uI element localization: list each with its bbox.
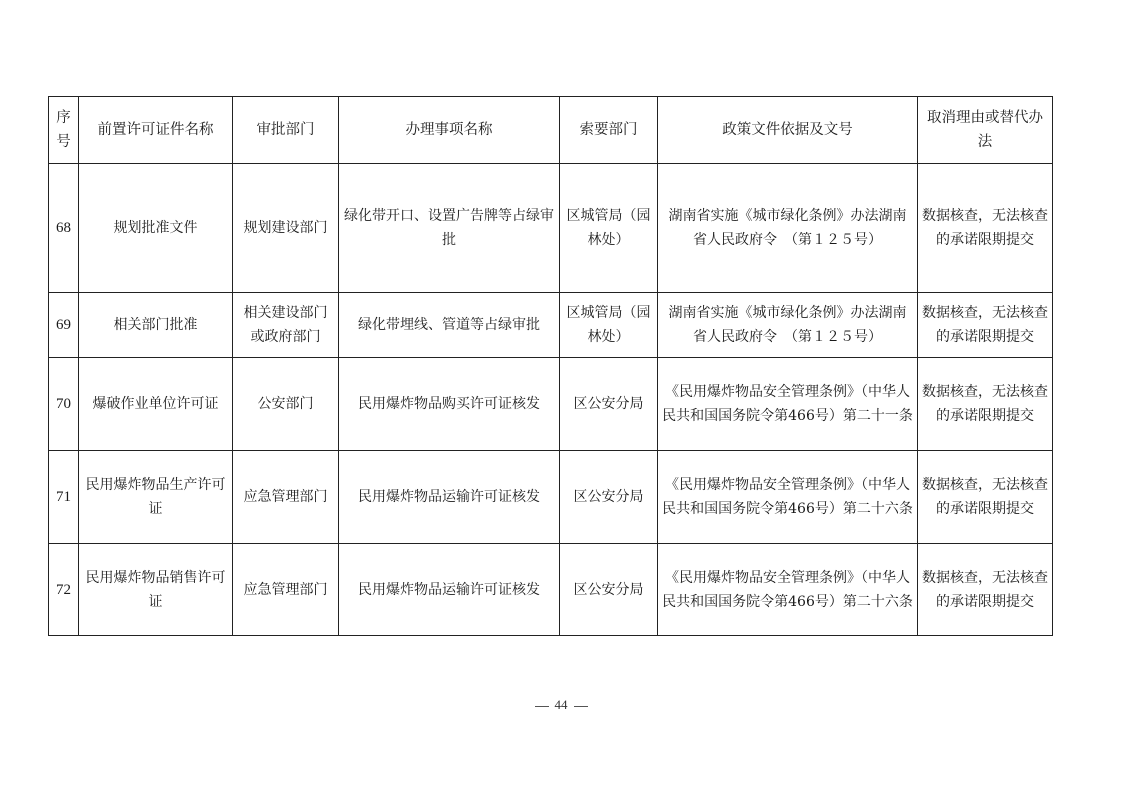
table-row — [49, 544, 1053, 636]
page-footer — [0, 697, 1122, 713]
approval-department: 相关建设部门或政府部门 — [233, 293, 339, 358]
policy-basis: 《民用爆炸物品安全管理条例》（中华人民共和国国务院令第466号）第二十六条 — [658, 544, 918, 636]
approval-department: 规划建设部门 — [233, 164, 339, 293]
approval-department: 应急管理部门 — [233, 451, 339, 544]
item-name: 民用爆炸物品购买许可证核发 — [339, 358, 560, 451]
row-number: 70 — [49, 358, 79, 451]
requesting-department: 区公安分局 — [560, 451, 658, 544]
license-name: 爆破作业单位许可证 — [79, 358, 233, 451]
footer-dash-left — [535, 706, 549, 707]
policy-basis: 《民用爆炸物品安全管理条例》（中华人民共和国国务院令第466号）第二十六条 — [658, 451, 918, 544]
item-name: 绿化带埋线、管道等占绿审批 — [339, 293, 560, 358]
license-name: 民用爆炸物品生产许可证 — [79, 451, 233, 544]
header-cell: 审批部门 — [233, 97, 339, 164]
table-row — [49, 358, 1053, 451]
policy-basis: 湖南省实施《城市绿化条例》办法湖南省人民政府令 （第１２５号） — [658, 293, 918, 358]
header-cell: 索要部门 — [560, 97, 658, 164]
item-name: 民用爆炸物品运输许可证核发 — [339, 544, 560, 636]
header-cell: 政策文件依据及文号 — [658, 97, 918, 164]
row-number: 71 — [49, 451, 79, 544]
page-number: 44 — [554, 697, 568, 712]
item-name: 绿化带开口、设置广告牌等占绿审批 — [339, 164, 560, 293]
cancel-reason: 数据核查，无法核查的承诺限期提交 — [918, 293, 1053, 358]
cancel-reason: 数据核查，无法核查的承诺限期提交 — [918, 164, 1053, 293]
table-row — [49, 164, 1053, 293]
license-name: 相关部门批准 — [79, 293, 233, 358]
license-name: 规划批准文件 — [79, 164, 233, 293]
license-name: 民用爆炸物品销售许可证 — [79, 544, 233, 636]
requesting-department: 区城管局（园林处） — [560, 164, 658, 293]
header-cell: 序号 — [49, 97, 79, 164]
item-name: 民用爆炸物品运输许可证核发 — [339, 451, 560, 544]
cancel-reason: 数据核查，无法核查的承诺限期提交 — [918, 358, 1053, 451]
requesting-department: 区公安分局 — [560, 544, 658, 636]
table-row — [49, 451, 1053, 544]
cancel-reason: 数据核查，无法核查的承诺限期提交 — [918, 544, 1053, 636]
row-number: 68 — [49, 164, 79, 293]
approval-department: 公安部门 — [233, 358, 339, 451]
row-number: 72 — [49, 544, 79, 636]
policy-basis: 《民用爆炸物品安全管理条例》（中华人民共和国国务院令第466号）第二十一条 — [658, 358, 918, 451]
approval-department: 应急管理部门 — [233, 544, 339, 636]
header-cell: 前置许可证件名称 — [79, 97, 233, 164]
permit-table — [48, 96, 1053, 636]
cancel-reason: 数据核查，无法核查的承诺限期提交 — [918, 451, 1053, 544]
header-cell: 办理事项名称 — [339, 97, 560, 164]
table-row — [49, 293, 1053, 358]
requesting-department: 区城管局（园林处） — [560, 293, 658, 358]
table-header-row — [49, 97, 1053, 164]
row-number: 69 — [49, 293, 79, 358]
footer-dash-right — [574, 706, 588, 707]
header-cell: 取消理由或替代办法 — [918, 97, 1053, 164]
policy-basis: 湖南省实施《城市绿化条例》办法湖南省人民政府令 （第１２５号） — [658, 164, 918, 293]
requesting-department: 区公安分局 — [560, 358, 658, 451]
